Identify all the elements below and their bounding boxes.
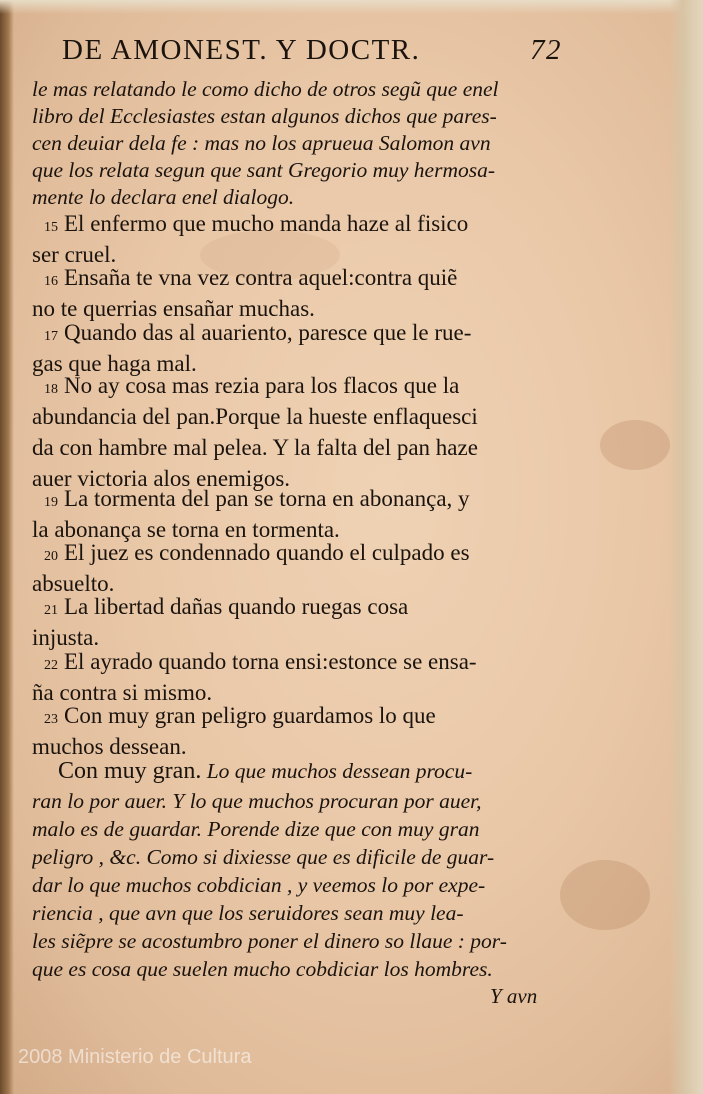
text-line: gas que haga mal. [32,351,197,376]
text-line: abundancia del pan.Porque la hueste enflaquesci [32,404,478,429]
text-line: ña contra si mismo. [32,680,213,705]
maxim-20 [32,537,567,599]
maxim-23 [32,700,567,762]
text-line: La libertad dañas quando ruegas cosa [64,594,409,619]
text-line: les siẽpre se acostumbro poner el dinero so llaue : por- [32,929,507,953]
text-line: da con hambre mal pelea. Y la falta del pan haze [32,435,478,460]
maxim-number: 21 [44,603,58,618]
text-line: malo es de guardar. Porende dize que con muy gran [32,817,480,841]
text-line: No ay cosa mas rezia para los flacos que la [64,373,460,398]
text-line: ser cruel. [32,242,117,267]
maxim-18 [32,370,567,494]
text-line: mente lo declara enel dialogo. [32,185,295,209]
text-line: peligro , &c. Como si dixiesse que es dificile de guar- [32,845,495,869]
maxim-22 [32,646,567,708]
text-line: que es cosa que suelen mucho cobdiciar los hombres. [32,957,493,981]
text-line: muchos dessean. [32,734,187,759]
text-line: la abonança se torna en tormenta. [32,517,340,542]
maxim-21 [32,591,567,653]
page-top-edge [0,0,703,14]
text-line: dar lo que muchos cobdician , y veemos lo por expe- [32,873,486,897]
maxim-number: 17 [44,329,58,344]
text-line: El ayrado quando torna ensi:estonce se ensa- [64,649,477,674]
maxim-number: 18 [44,382,58,397]
paper-stain [600,420,670,470]
text-line: libro del Ecclesiastes estan algunos dichos que pares- [32,104,497,128]
commentary [32,756,567,983]
page-binding-edge [0,0,14,1094]
text-line: ran lo por auer. Y lo que muchos procuran por auer, [32,789,482,813]
header-title: DE AMONEST. Y DOCTR. [62,34,421,66]
text-line: La tormenta del pan se torna en abonança, y [64,486,470,511]
maxim-number: 19 [44,495,58,510]
text-line: riencia , que avn que los seruidores sean muy lea- [32,901,464,925]
maxim-number: 20 [44,549,58,564]
text-line: le mas relatando le como dicho de otros segũ que enel [32,77,499,101]
commentary-lead: Con muy gran. [58,758,202,784]
text-line: Quando das al auariento, paresce que le rue- [64,320,472,345]
page-right-edge [669,0,703,1094]
text-line: no te querrias ensañar muchas. [32,296,315,321]
catchword: Y avn [490,984,538,1008]
maxim-number: 15 [44,220,58,235]
text-line: auer victoria alos enemigos. [32,466,291,491]
text-line: Lo que muchos dessean procu- [201,759,473,783]
folio-number: 72 [530,34,562,66]
paragraph-top [32,76,567,211]
text-line: El enfermo que mucho manda haze al fisico [64,211,469,236]
text-line: Con muy gran peligro guardamos lo que [64,703,436,728]
maxim-number: 16 [44,274,58,289]
text-line: cen deuiar dela fe : mas no los aprueua Salomon avn [32,131,491,155]
text-line: absuelto. [32,571,115,596]
watermark: 2008 Ministerio de Cultura [18,1046,252,1068]
maxim-16 [32,262,567,324]
text-line: que los relata segun que sant Gregorio muy hermosa- [32,158,495,182]
maxim-number: 22 [44,658,58,673]
maxim-number: 23 [44,712,58,727]
text-line: injusta. [32,625,100,650]
text-line: Ensaña te vna vez contra aquel:contra quiẽ [64,265,458,290]
maxim-15 [32,208,567,270]
paper-stain [560,860,650,930]
maxim-19 [32,483,567,545]
text-line: El juez es condennado quando el culpado es [64,540,470,565]
running-header [62,34,562,74]
